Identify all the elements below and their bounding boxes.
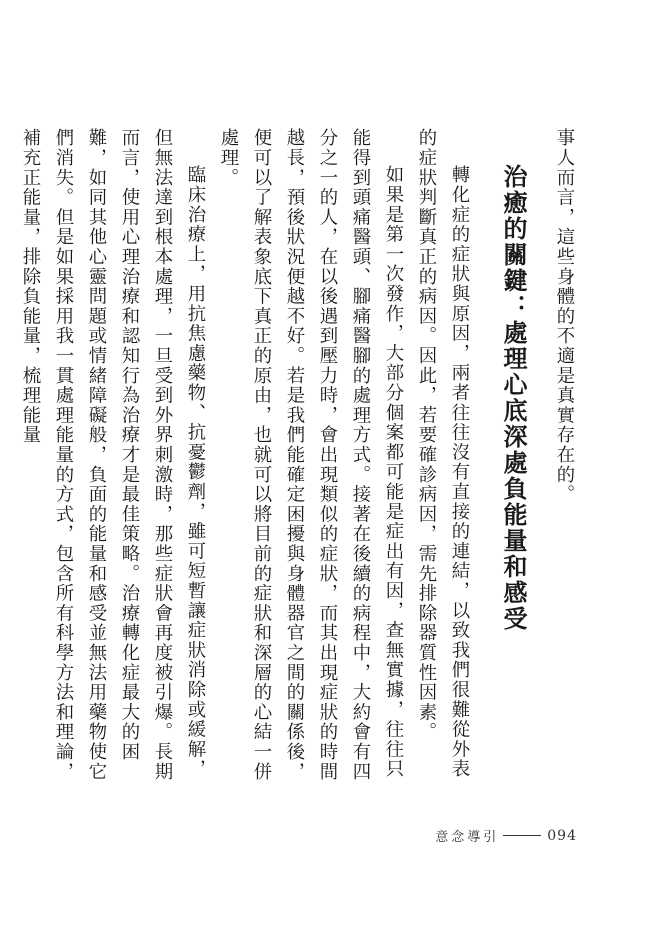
vertical-text-body [20,128,581,788]
running-title: 意念導引 [435,830,500,845]
paragraph-continued: 事人而言，這些身體的不適是真實存在的。 [554,128,575,505]
paragraph: 轉化症的症狀與原因，兩者往往沒有直接的連結，以致我們很難從外表的症狀判斷真正的病因。因此，若要確診病因，需先排除器質性因素。 [416,128,470,779]
paragraph: 如果是第一次發作，大部分個案都可能是症出有因，查無實據，往往只能得到頭痛醫頭、腳痛醫腳的處理方式。接著在後續的病程中，大約會有四分之一的人，在以後遇到壓力時，會出現類似的症狀，而其出現症狀的時間越長，預後狀況便越不好。若是我們能確定困擾與身體器官之間的關係後，便可以了解表象底下真正的原由，也就可以將目前的症狀和深層的心結一併處理。 [218,128,404,782]
page-number: 094 [547,827,577,844]
section-heading: 治癒的關鍵：處理心底深處負能量和感受 [499,164,527,632]
paragraph: 臨床治療上，用抗焦慮藥物、抗憂鬱劑，雖可短暫讓症狀消除或緩解，但無法達到根本處理，一旦受到外界刺激時，那些症狀會再度被引爆。長期而言，使用心理治療和認知行為治療才是最佳策略。治療轉化症最大的困難，如同其他心靈問題或情緒障礙般，負面的能量和感受並無法用藥物使它們消失。但是如果採用我一貫處理能量的方式，包含所有科學方法和理論，補充正能量，排除負能量，梳理能量 [20,128,206,782]
footer-rule [503,835,541,836]
page-footer [435,826,577,845]
